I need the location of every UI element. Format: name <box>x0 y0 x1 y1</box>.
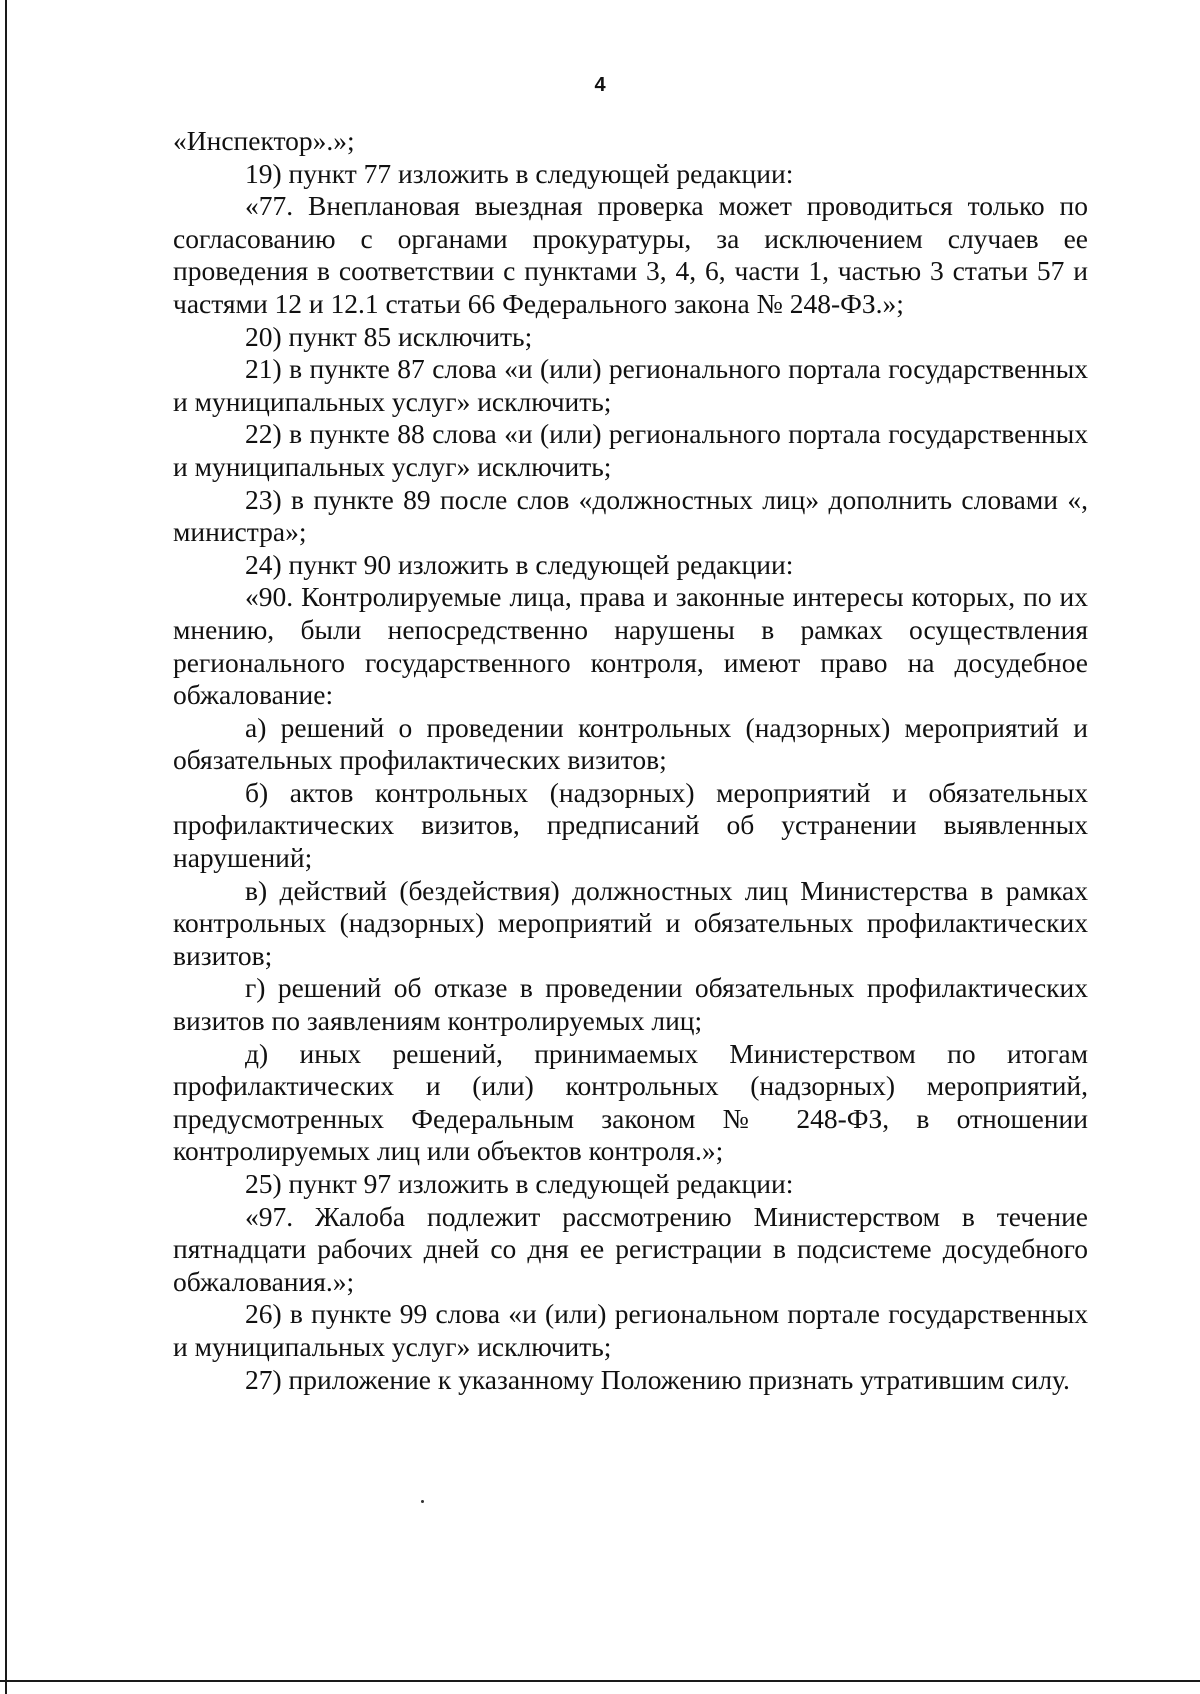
document-body <box>173 125 1088 1396</box>
scan-edge-line-bottom <box>0 1680 1200 1682</box>
paragraph-item-27: 27) приложение к указанному Положению признать утратившим силу. <box>245 1363 1070 1395</box>
paragraph-subitem-g: г) решений об отказе в проведении обязательных профилактических визитов по заявлениям контролируемых лиц; <box>173 972 1088 1037</box>
paragraph-item-25: 25) пункт 97 изложить в следующей редакции: <box>245 1168 794 1199</box>
scan-edge-line-left <box>5 0 7 1694</box>
paragraph-subitem-d: д) иных решений, принимаемых Министерством по итогам профилактических и (или) контрольных (надзорных) мероприятий, предусмотренных Федеральным законом № 248-ФЗ, в отношении контролируемых лиц или объектов контроля.»; <box>173 1037 1088 1167</box>
page-number: 4 <box>594 74 606 96</box>
paragraph-subitem-b: б) актов контрольных (надзорных) мероприятий и обязательных профилактических визитов, предписаний об устранении выявленных нарушений; <box>173 776 1088 874</box>
paragraph-subitem-v: в) действий (бездействия) должностных лиц Министерства в рамках контрольных (надзорных) мероприятий и обязательных профилактических визитов; <box>173 874 1088 971</box>
paragraph-item-26: 26) в пункте 99 слова «и (или) региональном портале государственных и муниципальных услуг» исключить; <box>173 1298 1088 1362</box>
paragraph-continuation: «Инспектор».»; <box>173 125 355 156</box>
paragraph-quote-90: «90. Контролируемые лица, права и законные интересы которых, по их мнению, были непосредственно нарушены в рамках осуществления регионального государственного контроля, имеют право на досудебное обжалование: <box>173 581 1088 711</box>
paragraph-item-24: 24) пункт 90 изложить в следующей редакции: <box>245 548 794 580</box>
paragraph-item-19: 19) пункт 77 изложить в следующей редакции: <box>245 157 794 189</box>
paragraph-item-21: 21) в пункте 87 слова «и (или) регионального портала государственных и муниципальных услуг» исключить; <box>173 353 1088 417</box>
paragraph-item-20: 20) пункт 85 исключить; <box>245 320 533 352</box>
paragraph-item-22: 22) в пункте 88 слова «и (или) регионального портала государственных и муниципальных услуг» исключить; <box>173 418 1088 482</box>
scan-artifact-dot <box>421 1500 424 1503</box>
paragraph-quote-97: «97. Жалоба подлежит рассмотрению Министерством в течение пятнадцати рабочих дней со дня ее регистрации в подсистеме досудебного обжалования.»; <box>173 1200 1088 1297</box>
paragraph-subitem-a: а) решений о проведении контрольных (надзорных) мероприятий и обязательных профилактических визитов; <box>173 711 1088 776</box>
paragraph-item-23: 23) в пункте 89 после слов «должностных лиц» дополнить словами «, министра»; <box>173 483 1088 548</box>
paragraph-quote-77: «77. Внеплановая выездная проверка может проводиться только по согласованию с органами прокуратуры, за исключением случаев ее проведения в соответствии с пунктами 3, 4, 6, части 1, частью 3 статьи 57 и частями 12 и 12.1 статьи 66 Федерального закона № 248-ФЗ.»; <box>173 190 1088 319</box>
